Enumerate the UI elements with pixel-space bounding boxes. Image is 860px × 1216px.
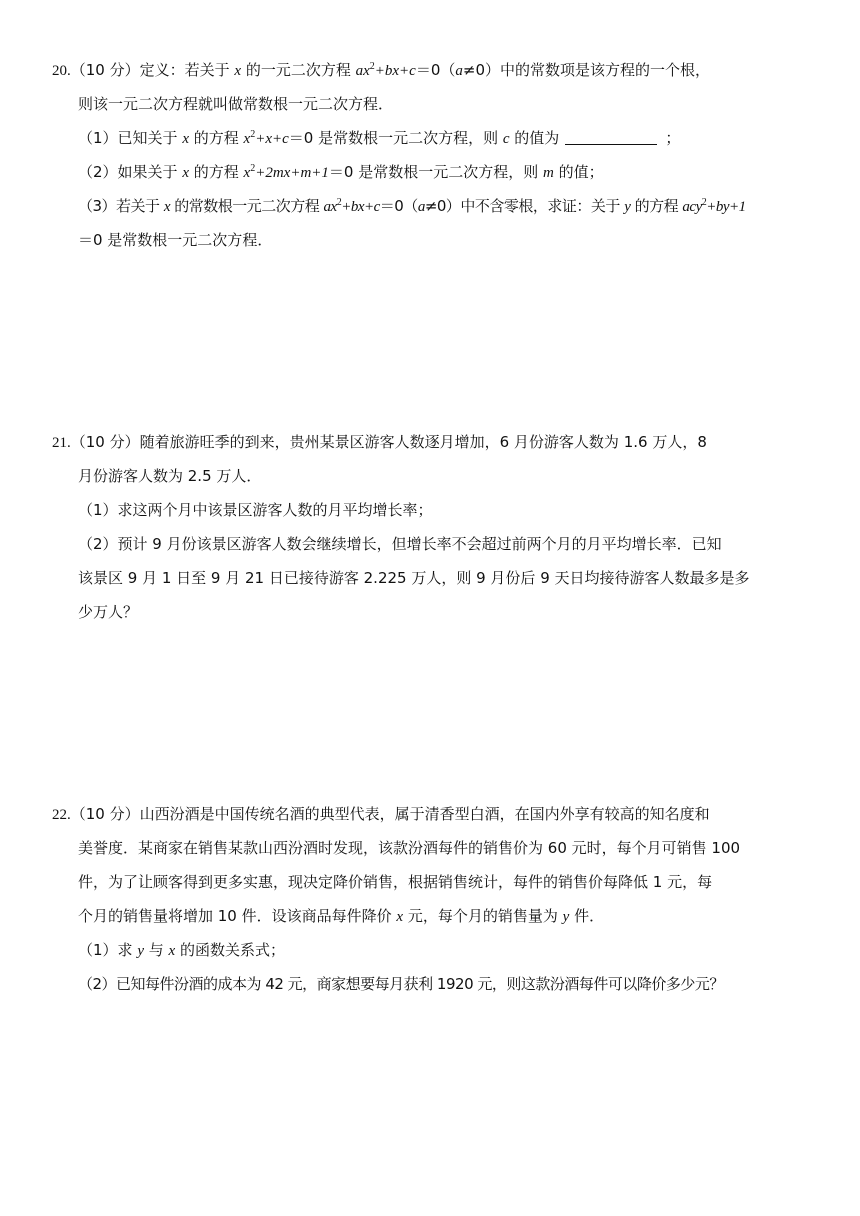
q21-number: 21. [52,435,71,451]
q22-line-4 [78,906,604,927]
eq-term: acy [682,199,702,215]
q22-text: 的函数关系式； [175,941,285,959]
q20-text: 的方程 [188,129,244,147]
var-x: x [234,63,242,79]
q22-text: （1）求 [78,941,138,959]
q21-text: 该景区 9 月 1 日至 9 月 21 日已接待游客 2.225 万人，则 9 月份后 9 天日均接待游客人数最多是多 [78,569,750,587]
q20-score: （10 分） [70,61,140,79]
q22-text: 件，为了让顾客得到更多实惠，现决定降价销售，根据销售统计，每件的销售价每降低 1 元，每 [78,873,713,891]
q22-text: 山西汾酒是中国传统名酒的典型代表，属于清香型白酒，在国内外享有较高的知名度和 [139,805,710,823]
q21-text: 少万人？ [78,603,139,621]
q20-line-1 [52,60,710,81]
var-x: x [168,943,176,959]
q21-part-1 [78,500,433,520]
q21-line-1 [52,432,707,453]
q20-number: 20. [52,63,71,79]
eq-term: ax [323,199,337,215]
eq-term: x [243,131,251,147]
var-y: y [624,199,631,215]
var-c: c [502,131,510,147]
eq-term: ＝0（ [415,61,456,79]
var-x: x [182,131,189,147]
q21-line-2 [78,466,261,486]
q20-text: 定义：若关于 [139,61,235,79]
q20-text: （2）如果关于 [78,163,183,181]
q21-text: （1）求这两个月中该景区游客人数的月平均增长率； [78,501,433,519]
q21-part-2-line-3 [78,602,138,622]
q20-text: 则该一元二次方程就叫做常数根一元二次方程． [78,95,394,113]
q20-text: ≠0）中的常数项是该方程的一个根， [462,61,711,79]
q20-text: ＝0 是常数根一元二次方程． [78,231,273,249]
var-y: y [137,943,144,959]
q20-text: ； [665,129,681,147]
q22-line-2 [78,838,740,858]
q20-text: （1）已知关于 [78,129,183,147]
var-y: y [562,909,570,925]
eq-term: x [243,165,251,181]
exponent: 2 [701,197,707,208]
q22-part-2 [78,974,724,994]
q22-part-1 [78,940,285,961]
answer-blank[interactable] [565,130,657,145]
var-m: m [543,165,554,181]
eq-term: +by+1 [706,199,746,215]
q20-part-3 [78,196,746,217]
exponent: 2 [336,197,342,208]
q21-part-2-line-1 [78,534,722,554]
q20-part-2 [78,162,604,183]
eq-term: +2mx+m+1 [255,165,329,181]
q22-text: 个月的销售量将增加 10 件．设该商品每件降价 [78,907,397,925]
exponent: 2 [250,129,256,140]
var-a: a [455,63,463,79]
q20-part-1 [78,128,680,149]
q21-text: 月份游客人数为 2.5 万人． [78,467,262,485]
q22-text: 美誉度．某商家在销售某款山西汾酒时发现，该款汾酒每件的销售价为 60 元时，每个月可销售 100 [78,839,741,857]
exponent: 2 [369,61,375,72]
q20-text: 的常数根一元二次方程 [169,197,324,215]
exponent: 2 [250,163,256,174]
q21-part-2-line-2 [78,568,750,588]
q20-text: 的方程 [630,197,683,215]
q22-text: 件． [569,907,605,925]
q21-text: 随着旅游旺季的到来，贵州某景区游客人数逐月增加，6 月份游客人数为 1.6 万人，8 [139,433,707,451]
eq-term: ax [355,63,370,79]
q21-text: （2）预计 9 月份该景区游客人数会继续增长，但增长率不会超过前两个月的月平均增长率．已知 [78,535,722,553]
q22-line-3 [78,872,712,892]
q22-text: 与 [143,941,169,959]
q22-score: （10 分） [70,805,140,823]
q20-text: ≠0）中不含零根，求证：关于 [424,197,625,215]
var-x: x [163,199,170,215]
q22-line-1 [52,804,710,825]
eq-term: +x+c [255,131,289,147]
q20-text: ＝0 是常数根一元二次方程，则 [288,129,503,147]
q20-text: （3）若关于 [78,197,164,215]
q21-score: （10 分） [70,433,140,451]
q20-line-2 [78,94,393,114]
var-x: x [182,165,189,181]
q22-number: 22. [52,807,71,823]
q20-text: 的一元二次方程 [241,61,356,79]
q22-text: （2）已知每件汾酒的成本为 42 元，商家想要每月获利 1920 元，则这款汾酒每件可以降价多少元？ [78,975,724,993]
q20-text: ＝0 是常数根一元二次方程，则 [328,163,543,181]
q22-text: 元，每个月的销售量为 [403,907,563,925]
q20-text: 的方程 [188,163,244,181]
q20-part-3-line-2 [78,230,272,250]
q20-text: 的值； [553,163,604,181]
var-a: a [417,199,425,215]
q20-text: 的值为 [509,129,560,147]
var-x: x [396,909,404,925]
eq-term: +bx+c [341,199,380,215]
q20-text: ＝0（ [379,197,418,215]
eq-term: +bx+c [374,63,416,79]
